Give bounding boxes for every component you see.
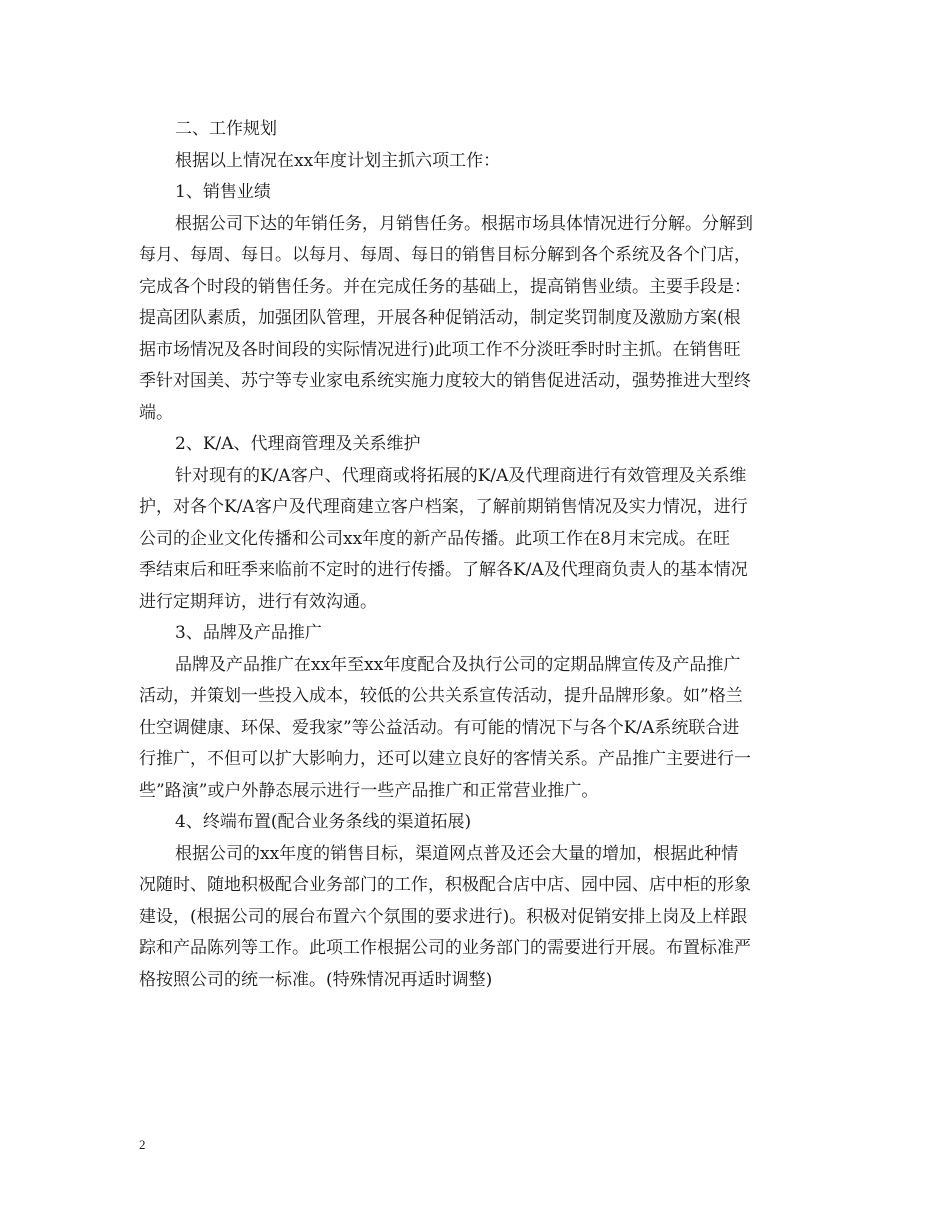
paragraph-line: 季结束后和旺季来临前不定时的进行传播。了解各K/A及代理商负责人的基本情况 (139, 560, 748, 580)
paragraph-line: 端。 (139, 402, 173, 423)
paragraph-line: 活动，并策划一些投入成本，较低的公共关系宣传活动，提升品牌形象。如”格兰 (139, 686, 743, 706)
paragraph-line: 季针对国美、苏宁等专业家电系统实施力度较大的销售促进活动，强势推进大型终 (139, 371, 751, 391)
paragraph-line: 每月、每周、每日。以每月、每周、每日的销售目标分解到各个系统及各个门店， (139, 245, 751, 265)
paragraph-line: 行推广，不但可以扩大影响力，还可以建立良好的客情关系。产品推广主要进行一 (139, 749, 751, 769)
paragraph-line: 些”路演”或户外静态展示进行一些产品推广和正常营业推广。 (139, 780, 599, 801)
subheading-ka-agent-management: 2、K/A、代理商管理及关系维护 (175, 434, 421, 454)
paragraph-line: 品牌及产品推广在xx年至xx年度配合及执行公司的定期品牌宣传及产品推广 (175, 654, 741, 675)
paragraph-line: 况随时、随地积极配合业务部门的工作，积极配合店中店、园中园、店中柜的形象 (139, 875, 751, 895)
paragraph-line: 踪和产品陈列等工作。此项工作根据公司的业务部门的需要进行开展。布置标准严 (139, 938, 751, 958)
paragraph-line: 根据以上情况在xx年度计划主抓六项工作： (175, 150, 501, 171)
paragraph-line: 根据公司下达的年销任务，月销售任务。根据市场具体情况进行分解。分解到 (175, 213, 753, 234)
paragraph-line: 据市场情况及各时间段的实际情况进行)此项工作不分淡旺季时时主抓。在销售旺 (139, 339, 741, 360)
paragraph-line: 完成各个时段的销售任务。并在完成任务的基础上，提高销售业绩。主要手段是： (139, 276, 751, 297)
paragraph-line: 提高团队素质，加强团队管理，开展各种促销活动，制定奖罚制度及激励方案(根 (139, 308, 741, 328)
paragraph-line: 根据公司的xx年度的销售目标，渠道网点普及还会大量的增加，根据此种情 (175, 843, 739, 864)
subheading-sales-performance: 1、销售业绩 (175, 182, 271, 202)
paragraph-line: 仕空调健康、环保、爱我家”等公益活动。有可能的情况下与各个K/A系统联合进 (139, 717, 740, 738)
page-number: 2 (139, 1137, 146, 1152)
paragraph-line: 进行定期拜访，进行有效沟通。 (139, 591, 377, 612)
paragraph-line: 针对现有的K/A客户、代理商或将拓展的K/A及代理商进行有效管理及关系维 (175, 465, 747, 486)
section-heading-work-plan: 二、工作规划 (175, 119, 277, 139)
paragraph-line: 建设，(根据公司的展台布置六个氛围的要求进行)。积极对促销安排上岗及上样跟 (139, 906, 748, 927)
paragraph-line: 格按照公司的统一标准。(特殊情况再适时调整) (139, 969, 493, 990)
paragraph-line: 护，对各个K/A客户及代理商建立客户档案，了解前期销售情况及实力情况，进行 (139, 497, 748, 517)
subheading-brand-promotion: 3、品牌及产品推广 (175, 623, 322, 643)
paragraph-line: 公司的企业文化传播和公司xx年度的新产品传播。此项工作在8月末完成。在旺 (139, 528, 730, 549)
document-body (139, 114, 812, 996)
subheading-terminal-layout: 4、终端布置(配合业务条线的渠道拓展) (175, 812, 472, 832)
